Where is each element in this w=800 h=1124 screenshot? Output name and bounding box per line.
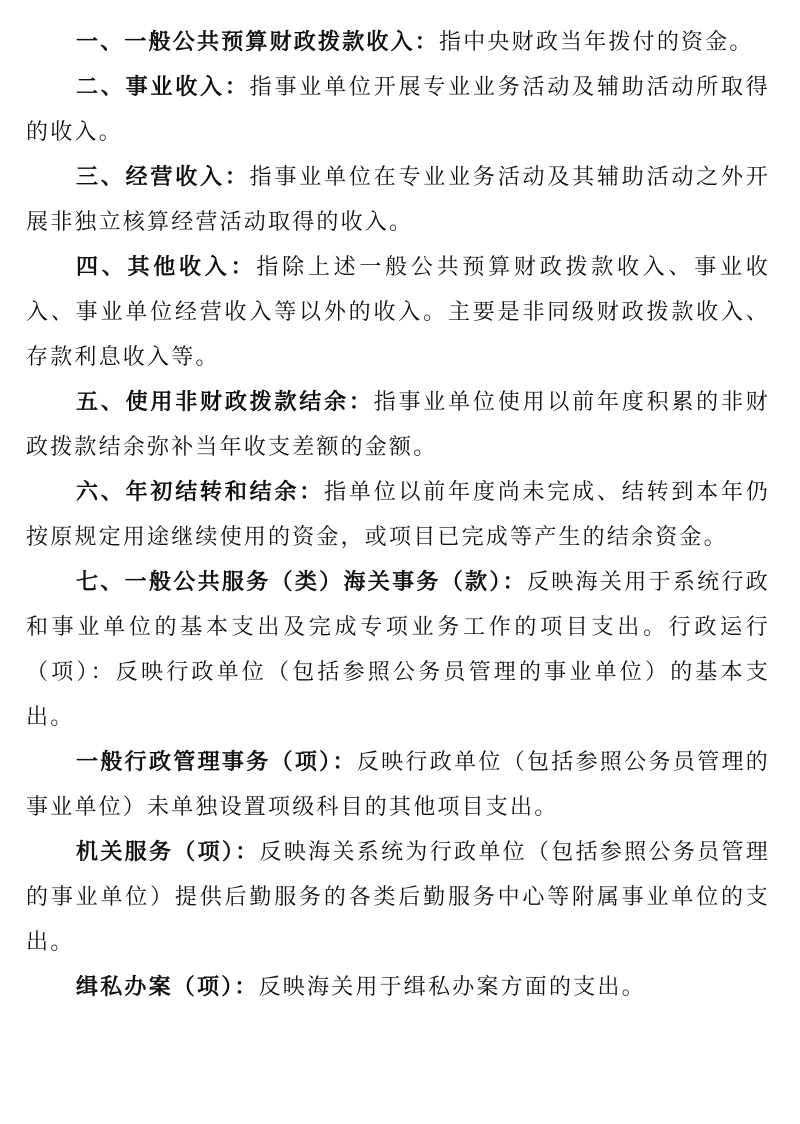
term-heading: 一般行政管理事务（项）： — [76, 750, 357, 775]
paragraph-general-administration — [26, 740, 770, 830]
document-page — [26, 20, 770, 1010]
paragraph-general-budget-appropriation-income — [26, 20, 770, 65]
term-heading: 缉私办案（项）： — [76, 975, 259, 1000]
term-definition: 指事业单位开展专业业务活动及辅助活动所取得的收入。 — [26, 75, 770, 145]
paragraph-anti-smuggling-cases — [26, 965, 770, 1010]
term-heading: 机关服务（项）： — [76, 840, 260, 865]
term-definition: 反映海关用于系统行政和事业单位的基本支出及完成专项业务工作的项目支出。行政运行（项）：反映行政单位（包括参照公务员管理的事业单位）的基本支出。 — [26, 570, 770, 730]
term-definition: 指单位以前年度尚未完成、结转到本年仍按原规定用途继续使用的资金，或项目已完成等产生的结余资金。 — [26, 480, 770, 550]
paragraph-agency-services — [26, 830, 770, 965]
paragraph-non-fiscal-balance-used — [26, 380, 770, 470]
term-definition: 指事业单位使用以前年度积累的非财政拨款结余弥补当年收支差额的金额。 — [26, 390, 770, 460]
paragraph-other-income — [26, 245, 770, 380]
term-heading: 六、年初结转和结余： — [76, 480, 325, 505]
paragraph-carryover-and-balance — [26, 470, 770, 560]
term-heading: 一、一般公共预算财政拨款收入： — [76, 30, 440, 55]
term-definition: 反映海关系统为行政单位（包括参照公务员管理的事业单位）提供后勤服务的各类后勤服务中心等附属事业单位的支出。 — [26, 840, 770, 955]
term-heading: 三、经营收入： — [76, 165, 250, 190]
paragraph-business-income — [26, 65, 770, 155]
term-heading: 四、其他收入： — [76, 255, 257, 280]
term-definition: 指除上述一般公共预算财政拨款收入、事业收入、事业单位经营收入等以外的收入。主要是非同级财政拨款收入、存款利息收入等。 — [26, 255, 770, 370]
paragraph-customs-affairs — [26, 560, 770, 740]
term-heading: 七、一般公共服务（类）海关事务（款）： — [76, 570, 527, 595]
term-heading: 二、事业收入： — [76, 75, 250, 100]
term-definition: 反映行政单位（包括参照公务员管理的事业单位）未单独设置项级科目的其他项目支出。 — [26, 750, 771, 820]
paragraph-operating-income — [26, 155, 770, 245]
term-heading: 五、使用非财政拨款结余： — [76, 390, 374, 415]
term-definition: 指中央财政当年拨付的资金。 — [439, 30, 754, 55]
term-definition: 指事业单位在专业业务活动及其辅助活动之外开展非独立核算经营活动取得的收入。 — [26, 165, 770, 235]
term-definition: 反映海关用于缉私办案方面的支出。 — [258, 975, 646, 1000]
